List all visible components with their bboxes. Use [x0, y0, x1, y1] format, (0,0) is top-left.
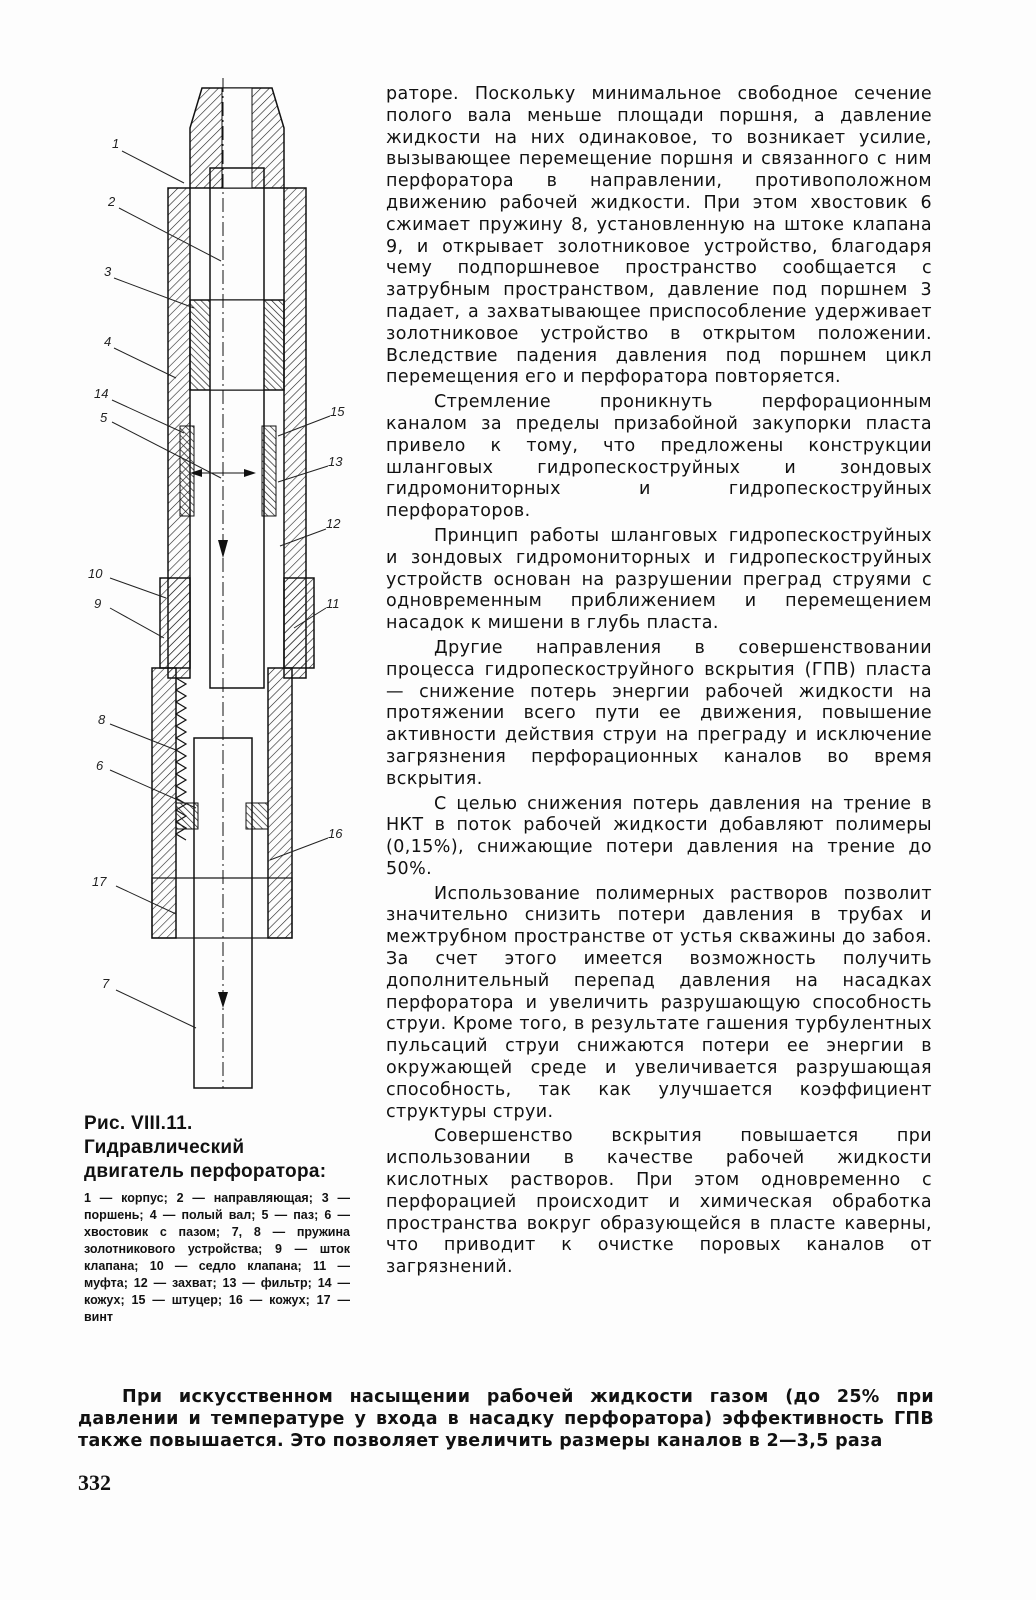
right-callout-label: 16	[328, 826, 343, 841]
paragraph: Принцип работы шланговых гидропескоструйных и зондовых гидромониторных и гидропескоструйных устройств основан на разрушении преград струями с одновременным приближением и перемещением насадок к мишени в глубь пласта.	[386, 525, 932, 634]
left-callout-label: 14	[94, 386, 109, 401]
paragraph: При искусственном насыщении рабочей жидкости газом (до 25% при давлении и температуре у входа в насадку перфоратора) эффективность ГПВ также повышается. Это позволяет увеличить размеры каналов в 2—3,5 раза	[78, 1387, 934, 1451]
paragraph: раторе. Поскольку минимальное свободное сечение полого вала меньше площади поршня, а давление жидкости на них одинаковое, то возникает усилие, вызывающее перемещение поршня и связанного с ним перфоратора в направлении, противоположном движению рабочей жидкости. При этом хвостовик 6 сжимает пружину 8, установленную на штоке клапана 9, и открывает золотниковое устройство, благодаря чему подпоршневое пространство сообщается с затрубным пространством, давление под поршнем 3 падает, а захватывающее приспособление удерживает золотниковое устройство в открытом положении. Вследствие падения давления под поршнем цикл перемещения его и перфоратора повторяется.	[386, 84, 932, 388]
paragraph: С целью снижения потерь давления на трение в НКТ в поток рабочей жидкости добавляют полимеры (0,15%), снижающие потери давления на трение до 50%.	[386, 793, 932, 879]
page-number: 332	[78, 1470, 111, 1495]
left-callout-label: 17	[92, 874, 107, 889]
left-callout-label: 7	[102, 976, 110, 991]
caption-title: Рис. VIII.11. Гидравлический двигатель перфоратора:	[84, 1113, 327, 1182]
paragraph: Использование полимерных растворов позволит значительно снизить потери давления в трубах и межтрубном пространстве от устья скважины до забоя. За счет этого имеется возможность получить дополнительный перепад давления на насадках перфоратора и увеличить разрушающую способность струи. Кроме того, в результате гашения турбулентных пульсаций струи снижаются потери ее энергии в окружающей среде и увеличивается разрушающая способность, так как улучшается коэффициент структуры струи.	[386, 883, 932, 1122]
left-callout-label: 8	[98, 712, 106, 727]
right-callout-label: 11	[326, 596, 340, 611]
perforator-drawing	[84, 78, 354, 1093]
left-callout-label: 6	[96, 758, 104, 773]
left-callout-label: 4	[104, 334, 112, 349]
left-callout-label: 10	[88, 566, 103, 581]
paragraph: Стремление проникнуть перфорационным каналом за пределы призабойной закупорки пласта привело к тому, что предложены конструкции шланговых гидропескоструйных и зондовых гидромониторных и гидропескоструйных перфораторов.	[386, 392, 932, 522]
left-callout-label: 1	[112, 136, 120, 151]
caption-legend: 1 — корпус; 2 — направляющая; 3 — поршень; 4 — полый вал; 5 — паз; 6 — хвостовик с пазом; 7, 8 — пружина золотникового устройства; 9 — шток клапана; 10 — седло клапана; 11 — муфта; 12 — захват; 13 — фильтр; 14 — кожух; 15 — штуцер; 16 — кожух; 17 — винт	[84, 1191, 350, 1324]
paragraph: Совершенство вскрытия повышается при использовании в качестве рабочей жидкости кислотных растворов. При этом одновременно с перфорацией происходит и химическая обработка пространства вокруг образующейся в пласте каверны, что приводит к очистке поровых каналов от загрязнений.	[386, 1126, 932, 1278]
right-callout-label: 15	[330, 404, 345, 419]
right-callout-label: 13	[328, 454, 343, 469]
left-callout-label: 3	[104, 264, 112, 279]
left-callout-label: 2	[108, 194, 116, 209]
figure-caption	[84, 1112, 350, 1326]
right-callout-label: 12	[326, 516, 341, 531]
right-column-text	[386, 84, 932, 1282]
bottom-text	[78, 1386, 934, 1452]
left-callout-label: 5	[100, 410, 108, 425]
left-callout-label: 9	[94, 596, 102, 611]
figure-hydraulic-motor	[84, 78, 354, 1093]
paragraph: Другие направления в совершенствовании процесса гидропескоструйного вскрытия (ГПВ) пласта — снижение потерь энергии рабочей жидкости на протяжении всего пути ее движения, повышение активности действия струи на преграду и исключение загрязнения перфорационных каналов во время вскрытия.	[386, 637, 932, 789]
